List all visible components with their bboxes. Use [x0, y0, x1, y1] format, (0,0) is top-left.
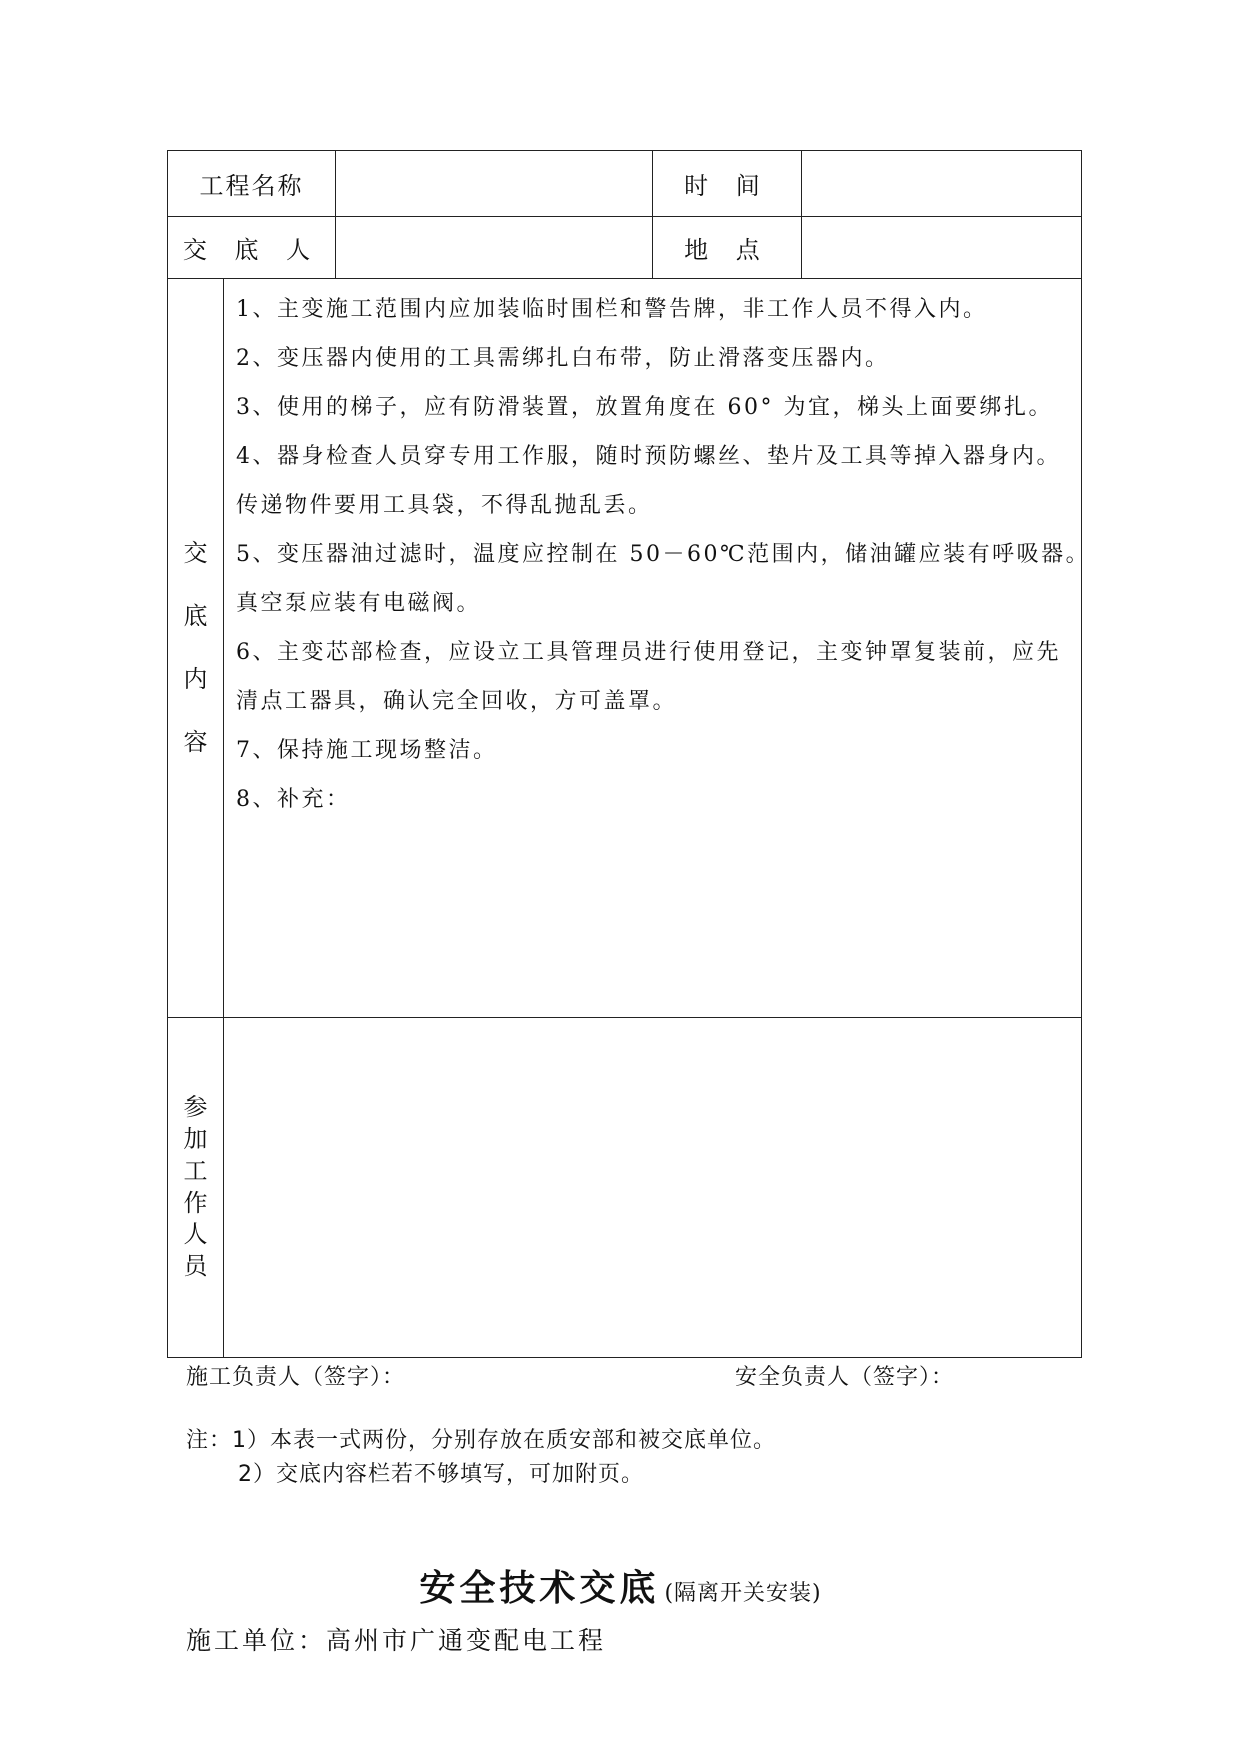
- time-field[interactable]: [802, 151, 1082, 217]
- place-field[interactable]: [802, 217, 1082, 279]
- project-name-label: 工程名称: [168, 151, 336, 217]
- content-label-char: 底: [183, 602, 208, 631]
- next-form-main-title: 安全技术交底: [419, 1567, 660, 1609]
- row-content: [168, 279, 1082, 1018]
- content-label-char: 内: [183, 665, 208, 693]
- content-label-char: 容: [183, 727, 208, 756]
- next-form-title: [0, 1560, 1241, 1611]
- construction-unit: 施工单位：高州市广通变配电工程: [186, 1626, 607, 1655]
- content-line: 8、补充：: [236, 787, 351, 812]
- content-line: 3、使用的梯子，应有防滑装置，放置角度在 60° 为宜，梯头上面要绑扎。: [236, 395, 1053, 420]
- next-form-subtitle: (隔离开关安装): [664, 1581, 822, 1606]
- time-label: 时 间: [653, 151, 802, 217]
- content-line: 4、器身检查人员穿专用工作服，随时预防螺丝、垫片及工具等掉入器身内。: [236, 444, 1061, 469]
- content-side-label: [168, 279, 224, 1018]
- content-line: 1、主变施工范围内应加装临时围栏和警告牌，非工作人员不得入内。: [236, 297, 988, 322]
- presenter-label: 交 底 人: [168, 217, 336, 279]
- content-line: 传递物件要用工具袋，不得乱抛乱丢。: [236, 493, 653, 518]
- content-line: 5、变压器油过滤时，温度应控制在 50－60℃范围内，储油罐应装有呼吸器。: [236, 542, 1091, 567]
- participants-field[interactable]: [224, 1018, 1082, 1358]
- content-line: 真空泵应装有电磁阀。: [236, 591, 482, 616]
- note-line-1: 注：1）本表一式两份，分别存放在质安部和被交底单位。: [186, 1428, 776, 1453]
- content-line: 清点工器具，确认完全回收，方可盖罩。: [236, 689, 678, 714]
- place-label: 地 点: [653, 217, 802, 279]
- participants-label-char: 作: [183, 1188, 208, 1217]
- signature-row: [186, 1360, 986, 1391]
- row-participants: [168, 1018, 1082, 1358]
- safety-lead-signature-label: 安全负责人（签字）：: [735, 1365, 955, 1390]
- content-label-char: 交: [183, 539, 208, 568]
- content-line: 6、主变芯部检查，应设立工具管理员进行使用登记，主变钟罩复装前，应先: [236, 640, 1061, 665]
- note-line-2: 2）交底内容栏若不够填写，可加附页。: [238, 1462, 644, 1487]
- presenter-field[interactable]: [336, 217, 653, 279]
- participants-label-char: 加: [183, 1125, 208, 1154]
- participants-label-char: 员: [183, 1251, 208, 1280]
- briefing-content[interactable]: [224, 279, 1091, 1018]
- participants-label-char: 工: [183, 1156, 208, 1185]
- row-presenter: [168, 217, 1082, 279]
- project-name-field[interactable]: [336, 151, 653, 217]
- row-project: [168, 151, 1082, 217]
- notes: [186, 1424, 776, 1492]
- content-line: 7、保持施工现场整洁。: [236, 738, 498, 763]
- participants-label-char: 参: [183, 1093, 208, 1122]
- content-line: 2、变压器内使用的工具需绑扎白布带，防止滑落变压器内。: [236, 346, 890, 371]
- participants-label-char: 人: [183, 1220, 208, 1249]
- safety-briefing-form: [167, 150, 1091, 1358]
- construction-lead-signature-label: 施工负责人（签字）：: [186, 1365, 406, 1390]
- participants-side-label: [168, 1018, 224, 1358]
